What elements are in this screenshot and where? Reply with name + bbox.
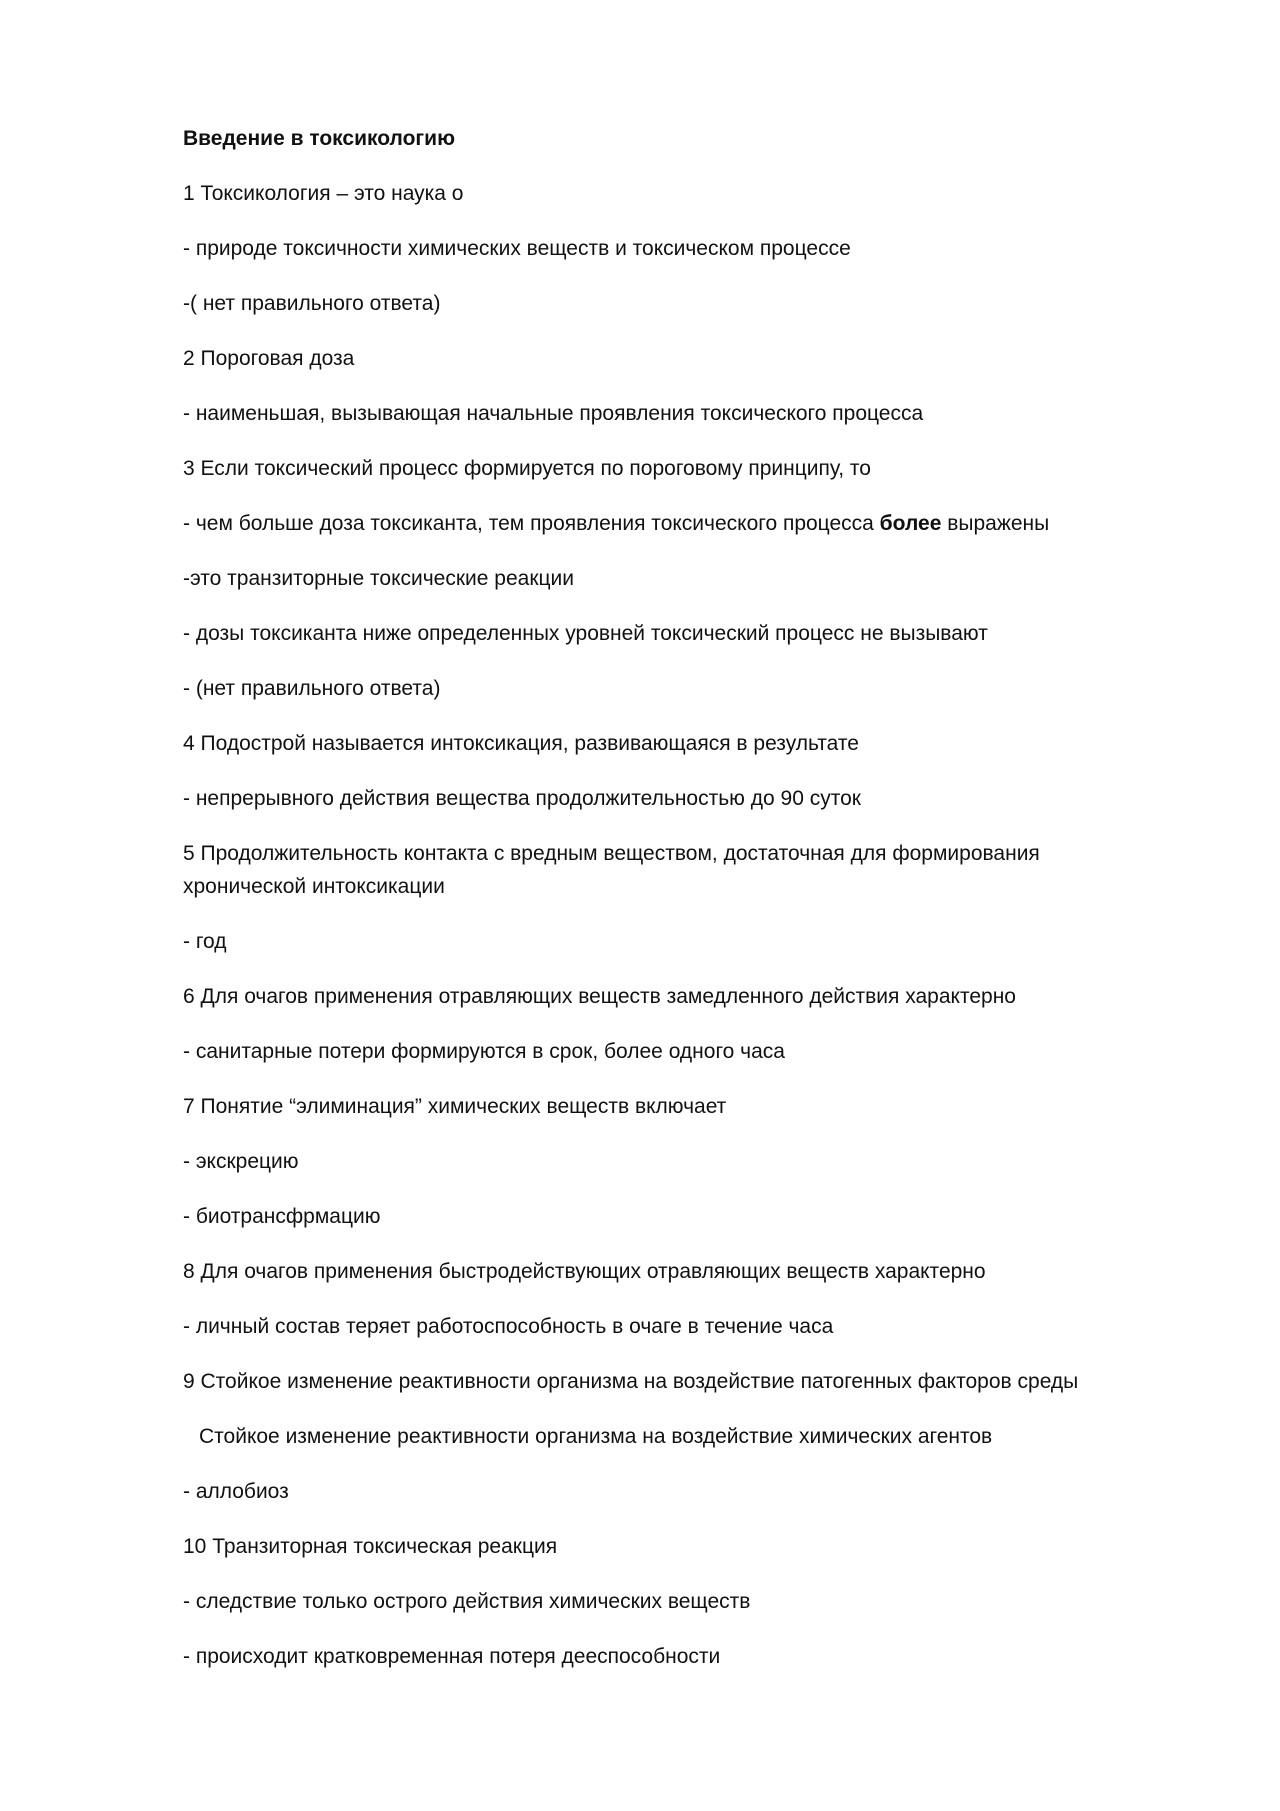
question-10: 10 Транзиторная токсическая реакция [183,1535,558,1558]
question-6: 6 Для очагов применения отравляющих веществ замедленного действия характерно [183,985,1016,1008]
answer-line: - аллобиоз [183,1480,289,1503]
answer-line: - дозы токсиканта ниже определенных уровней токсический процесс не вызывают [183,622,988,645]
answer-line: - следствие только острого действия химических веществ [183,1590,751,1613]
question-2: 2 Пороговая доза [183,347,355,370]
answer-text-before-bold: - чем больше доза токсиканта, тем проявления токсического процесса [183,512,880,535]
answer-line: - год [183,930,227,953]
answer-line: -( нет правильного ответа) [183,292,441,315]
question-1: 1 Токсикология – это наука о [183,182,464,205]
answer-line: - происходит кратковременная потеря дееспособности [183,1645,721,1668]
answer-line: - наименьшая, вызывающая начальные проявления токсического процесса [183,402,924,425]
document-title: Введение в токсикологию [183,127,456,150]
answer-line: - биотрансфрмацию [183,1205,381,1228]
answer-line: - непрерывного действия вещества продолжительностью до 90 суток [183,787,861,810]
question-3: 3 Если токсический процесс формируется по пороговому принципу, то [183,457,871,480]
answer-line: -это транзиторные токсические реакции [183,567,575,590]
question-8: 8 Для очагов применения быстродействующих отравляющих веществ характерно [183,1260,986,1283]
answer-line: - экскрецию [183,1150,299,1173]
answer-text-after-bold: выражены [941,512,1050,535]
answer-line: - природе токсичности химических веществ и токсическом процессе [183,237,851,260]
question-4: 4 Подострой называется интоксикация, развивающаяся в результате [183,732,859,755]
question-9-alt-line: Стойкое изменение реактивности организма на воздействие химических агентов [199,1425,993,1448]
answer-line-with-bold [183,507,1113,540]
question-5: 5 Продолжительность контакта с вредным веществом, достаточная для формирования хронической интоксикации [183,842,1040,898]
answer-line: - санитарные потери формируются в срок, более одного часа [183,1040,785,1063]
question-7: 7 Понятие “элиминация” химических веществ включает [183,1095,727,1118]
answer-line: - личный состав теряет работоспособность в очаге в течение часа [183,1315,834,1338]
bold-word: более [879,512,942,535]
answer-line: - (нет правильного ответа) [183,677,441,700]
document-content [183,122,1113,1695]
question-9: 9 Стойкое изменение реактивности организма на воздействие патогенных факторов среды [183,1370,1079,1393]
